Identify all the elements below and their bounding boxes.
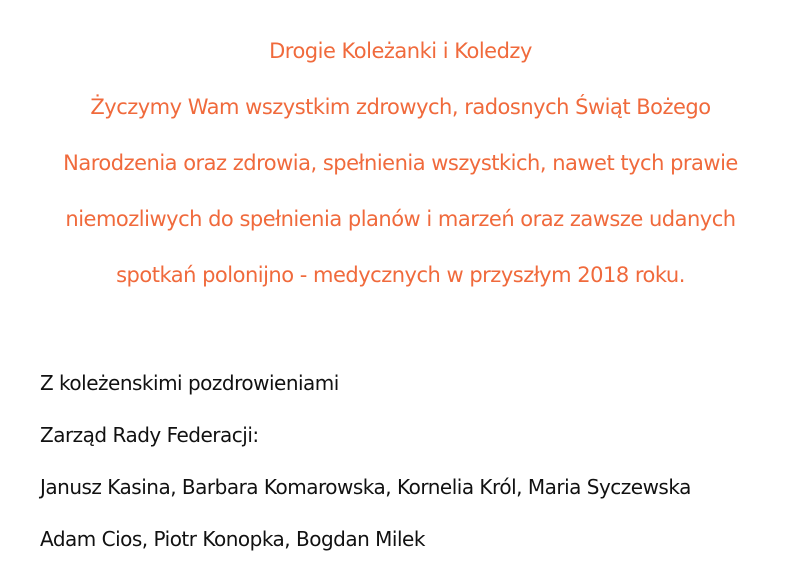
signature-names: Janusz Kasina, Barbara Komarowska, Kornelia Król, Maria Syczewska bbox=[40, 475, 691, 499]
greeting-heading: Drogie Koleżanki i Koledzy bbox=[269, 39, 532, 63]
signature-organization: Zarząd Rady Federacji: bbox=[40, 423, 259, 447]
signature-names: Adam Cios, Piotr Konopka, Bogdan Milek bbox=[40, 527, 425, 551]
greeting-block bbox=[20, 26, 781, 306]
greeting-line: Narodzenia oraz zdrowia, spełnienia wszystkich, nawet tych prawie bbox=[63, 151, 738, 175]
signature-closing: Z koleżenskimi pozdrowieniami bbox=[40, 371, 339, 395]
greeting-line: Życzymy Wam wszystkim zdrowych, radosnych Świąt Bożego bbox=[90, 95, 711, 119]
signature-block bbox=[40, 360, 691, 568]
greeting-line: spotkań polonijno - medycznych w przyszłym 2018 roku. bbox=[116, 263, 685, 287]
greeting-line: niemozliwych do spełnienia planów i marzeń oraz zawsze udanych bbox=[65, 207, 736, 231]
